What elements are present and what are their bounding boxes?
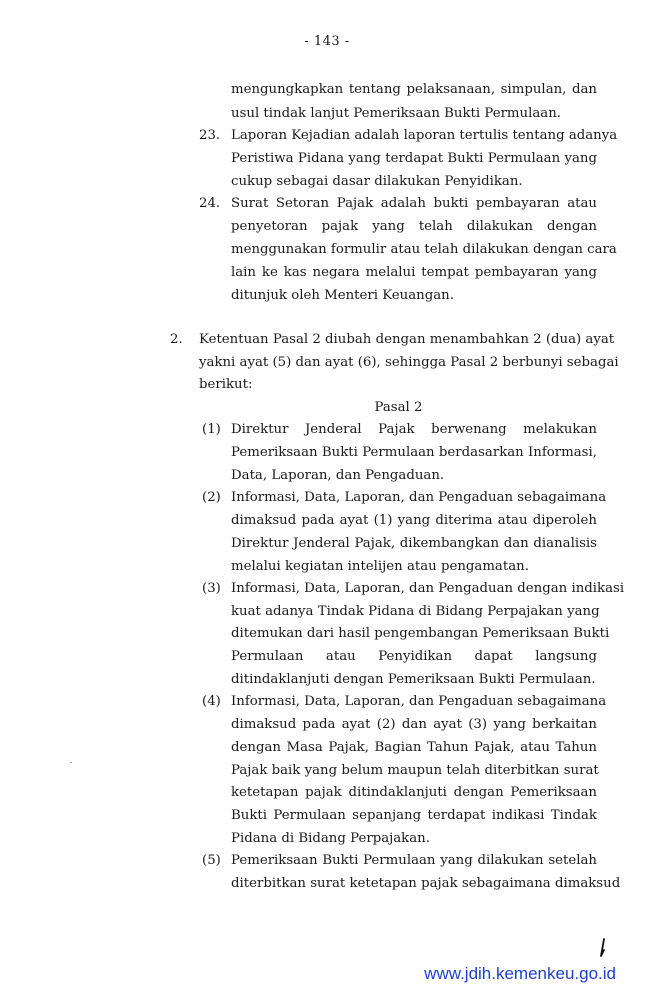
text-line: Pidana di Bidang Perpajakan. — [231, 831, 430, 846]
definition-number-23: 23. — [199, 128, 221, 143]
text-line: diterbitkan surat ketetapan pajak sebagaimana dimaksud — [231, 876, 621, 891]
ayat-number: (4) — [202, 694, 221, 709]
text-line: yakni ayat (5) dan ayat (6), sehingga Pasal 2 berbunyi sebagai — [199, 355, 619, 370]
ayat-number: (2) — [202, 490, 221, 505]
pasal-heading: Pasal 2 — [374, 400, 423, 415]
text-line: penyetoran pajak yang telah dilakukan dengan — [231, 219, 597, 234]
text-line: Laporan Kejadian adalah laporan tertulis tentang adanya — [231, 128, 618, 143]
page-number: - 143 - — [304, 34, 350, 49]
text-line: Direktur Jenderal Pajak berwenang melakukan — [231, 422, 597, 437]
scan-speck — [70, 762, 72, 763]
text-line: Surat Setoran Pajak adalah bukti pembayaran atau — [231, 196, 597, 211]
text-line: Data, Laporan, dan Pengaduan. — [231, 468, 445, 483]
ayat-number: (5) — [202, 853, 221, 868]
ayat-number: (3) — [202, 581, 221, 596]
text-line: dimaksud pada ayat (2) dan ayat (3) yang berkaitan — [231, 717, 597, 732]
text-line: mengungkapkan tentang pelaksanaan, simpulan, dan — [231, 82, 597, 97]
text-line: berikut: — [199, 377, 253, 392]
text-line: dengan Masa Pajak, Bagian Tahun Pajak, atau Tahun — [231, 740, 597, 755]
text-line: dimaksud pada ayat (1) yang diterima atau diperoleh — [231, 513, 597, 528]
text-line: lain ke kas negara melalui tempat pembayaran yang — [231, 265, 597, 280]
text-line: ditindaklanjuti dengan Pemeriksaan Bukti Permulaan. — [231, 672, 596, 687]
text-line: Peristiwa Pidana yang terdapat Bukti Permulaan yang — [231, 151, 597, 166]
text-line: Ketentuan Pasal 2 diubah dengan menambahkan 2 (dua) ayat — [199, 332, 615, 347]
amendment-number: 2. — [170, 332, 183, 347]
text-line: Informasi, Data, Laporan, dan Pengaduan dengan indikasi — [231, 581, 625, 596]
text-line: menggunakan formulir atau telah dilakukan dengan cara — [231, 242, 617, 257]
text-line: kuat adanya Tindak Pidana di Bidang Perpajakan yang — [231, 604, 600, 619]
text-line: Permulaan atau Penyidikan dapat langsung — [231, 649, 597, 664]
text-line: Informasi, Data, Laporan, dan Pengaduan sebagaimana — [231, 490, 607, 505]
definition-number-24: 24. — [199, 196, 221, 211]
footer-website-link[interactable]: www.jdih.kemenkeu.go.id — [424, 964, 616, 983]
text-line: ditunjuk oleh Menteri Keuangan. — [231, 288, 454, 303]
text-line: Informasi, Data, Laporan, dan Pengaduan sebagaimana — [231, 694, 607, 709]
paraf-mark-icon — [597, 938, 607, 958]
ayat-number: (1) — [202, 422, 221, 437]
text-line: cukup sebagai dasar dilakukan Penyidikan. — [231, 174, 523, 189]
text-line: melalui kegiatan intelijen atau pengamatan. — [231, 559, 529, 574]
text-line: Bukti Permulaan sepanjang terdapat indikasi Tindak — [231, 808, 597, 823]
text-line: Pajak baik yang belum maupun telah diterbitkan surat — [231, 763, 599, 778]
text-line: ketetapan pajak ditindaklanjuti dengan Pemeriksaan — [231, 785, 597, 800]
text-line: ditemukan dari hasil pengembangan Pemeriksaan Bukti — [231, 626, 610, 641]
text-line: usul tindak lanjut Pemeriksaan Bukti Permulaan. — [231, 106, 562, 121]
text-line: Direktur Jenderal Pajak, dikembangkan dan dianalisis — [231, 536, 597, 551]
text-line: Pemeriksaan Bukti Permulaan berdasarkan Informasi, — [231, 445, 597, 460]
text-line: Pemeriksaan Bukti Permulaan yang dilakukan setelah — [231, 853, 597, 868]
